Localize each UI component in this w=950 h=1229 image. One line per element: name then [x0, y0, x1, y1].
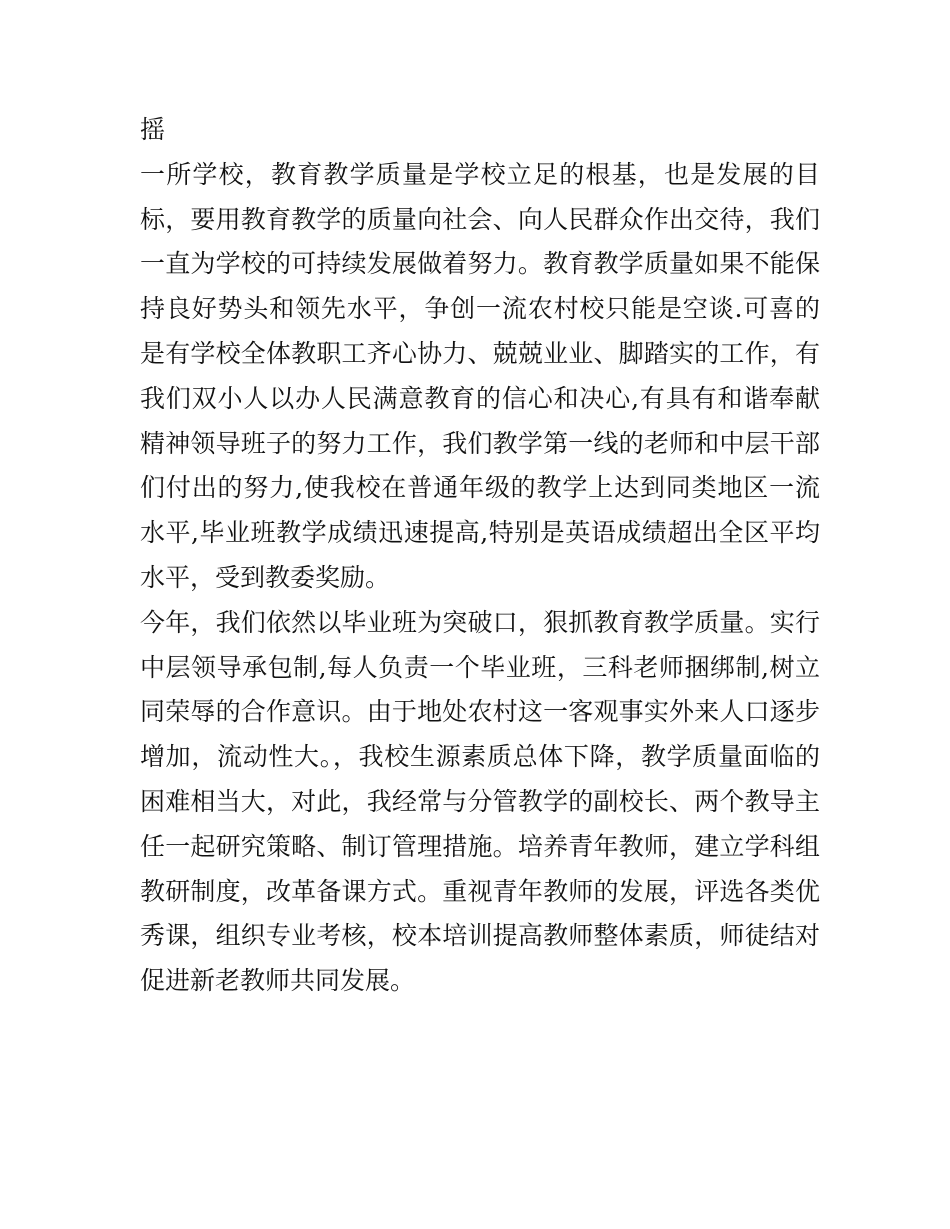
paragraph-1 — [140, 153, 820, 601]
paragraph-line: 任一起研究策略、制订管理措施。培养青年教师，建立学科组 — [140, 831, 820, 861]
document-heading: 摇 — [140, 115, 166, 144]
paragraph-line: 促进新老教师共同发展。 — [140, 966, 416, 996]
paragraph-line: 中层领导承包制,每人负责一个毕业班，三科老师捆绑制,树立 — [140, 652, 820, 682]
paragraph-line: 同荣辱的合作意识。由于地处农村这一客观事实外来人口逐步 — [140, 697, 820, 727]
paragraph-line: 水平,毕业班教学成绩迅速提高,特别是英语成绩超出全区平均 — [140, 518, 820, 548]
paragraph-line: 精神领导班子的努力工作，我们教学第一线的老师和中层干部 — [140, 428, 820, 458]
document-body — [140, 108, 820, 1004]
paragraph-2 — [140, 601, 820, 1004]
paragraph-line: 们付出的努力,使我校在普通年级的教学上达到同类地区一流 — [140, 473, 820, 503]
paragraph-line: 困难相当大，对此，我经常与分管教学的副校长、两个教导主 — [140, 786, 820, 816]
paragraph-line: 一所学校，教育教学质量是学校立足的根基，也是发展的目 — [140, 159, 820, 189]
paragraph-line: 标，要用教育教学的质量向社会、向人民群众作出交待，我们 — [140, 204, 820, 234]
paragraph-line: 今年，我们依然以毕业班为突破口，狠抓教育教学质量。实行 — [140, 607, 820, 637]
paragraph-line: 我们双小人以办人民满意教育的信心和决心,有具有和谐奉献 — [140, 383, 820, 413]
paragraph-line: 秀课，组织专业考核，校本培训提高教师整体素质，师徒结对 — [140, 921, 820, 951]
paragraph-line: 水平，受到教委奖励。 — [140, 562, 391, 592]
paragraph-line: 增加，流动性大。，我校生源素质总体下降，教学质量面临的 — [140, 742, 820, 772]
paragraph-line: 持良好势头和领先水平，争创一流农村校只能是空谈.可喜的 — [140, 294, 820, 324]
paragraph-line: 一直为学校的可持续发展做着努力。教育教学质量如果不能保 — [140, 249, 820, 279]
paragraph-line: 是有学校全体教职工齐心协力、兢兢业业、脚踏实的工作，有 — [140, 338, 820, 368]
paragraph-line: 教研制度，改革备课方式。重视青年教师的发展，评选各类优 — [140, 876, 820, 906]
